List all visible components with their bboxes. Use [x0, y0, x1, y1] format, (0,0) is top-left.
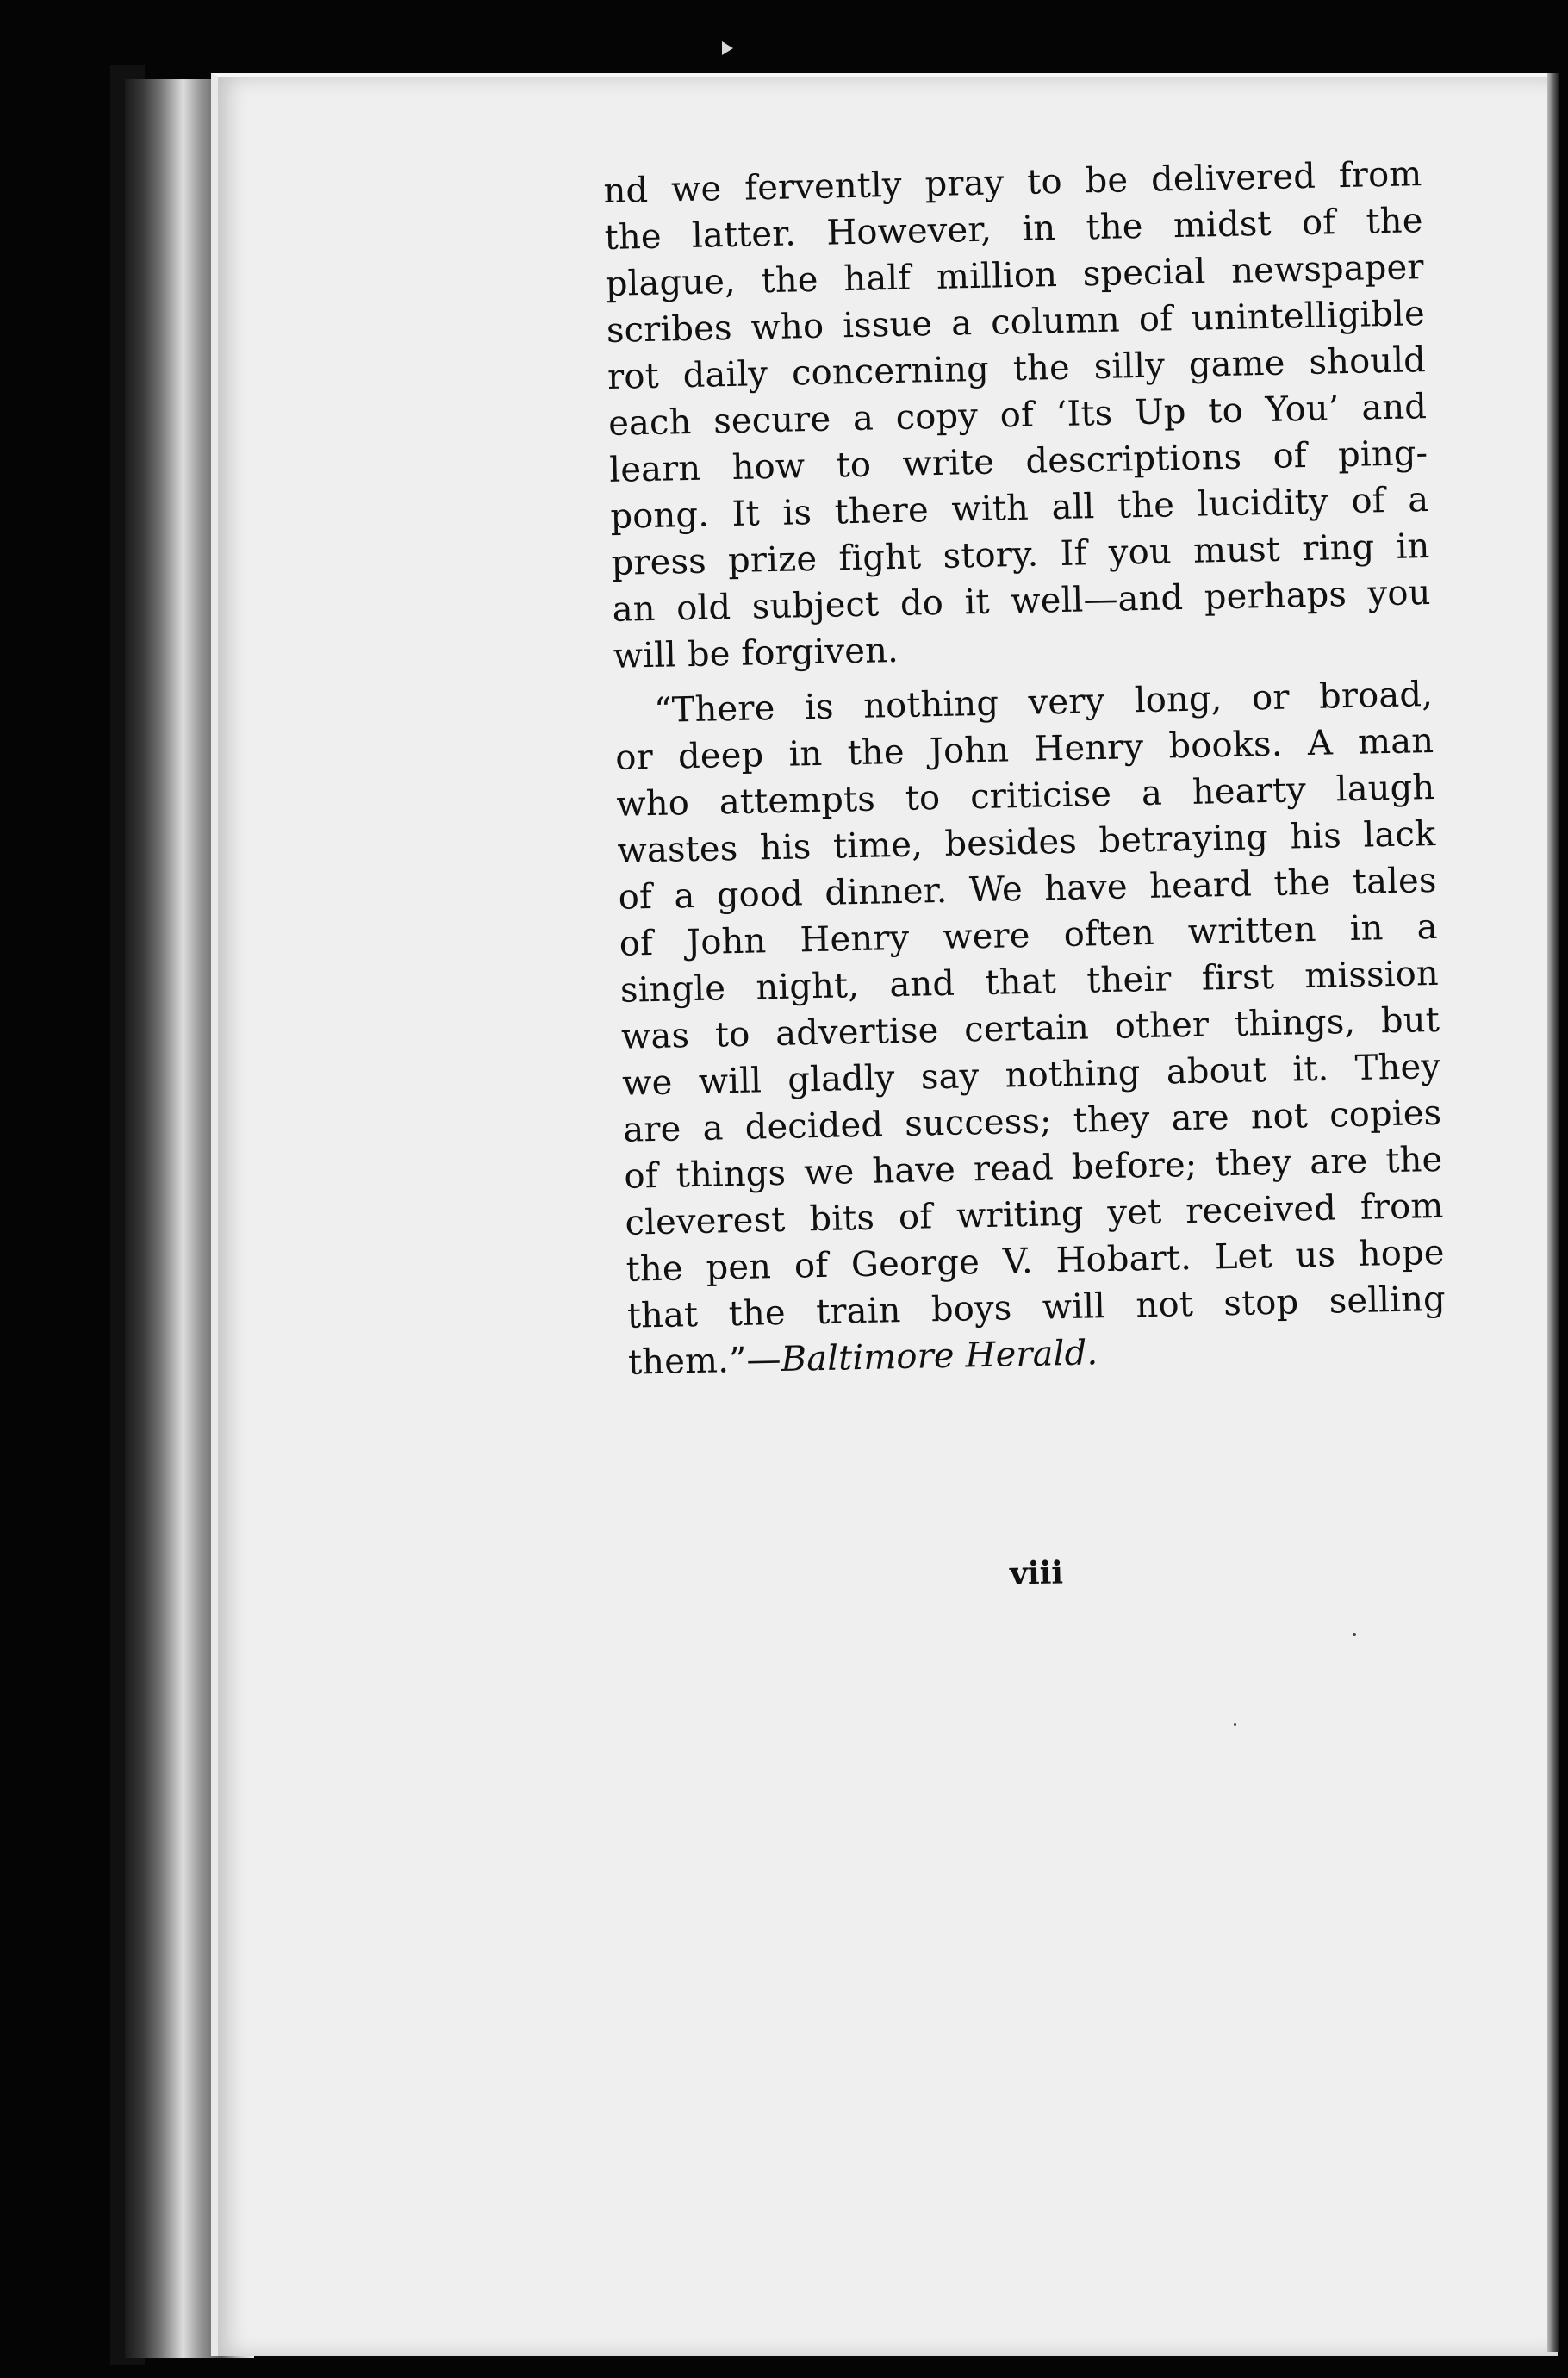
text-line-12: “There is nothing very long, or broad,: [653, 674, 1434, 731]
scanner-arrow-icon: [722, 41, 733, 55]
text-line-25: that the train boys will not stop selling: [626, 1279, 1447, 1336]
text-line-13: or deep in the John Henry books. A man: [614, 720, 1434, 778]
text-line-1: nd we fervently pray to be delivered from: [603, 154, 1422, 211]
text-line-23: cleverest bits of writing yet received from: [625, 1186, 1444, 1243]
text-line-18: single night, and that their first mission: [619, 953, 1440, 1011]
text-line-8: pong. It is there with all the lucidity of a: [610, 480, 1429, 537]
text-line-21: are a decided success; they are not copies: [622, 1093, 1442, 1150]
text-line-3: plague, the half million special newspaper: [605, 247, 1425, 304]
page-right-edge: [1547, 73, 1559, 2352]
paper-speck: [1353, 1633, 1356, 1636]
text-line-2: the latter. However, in the midst of the: [604, 201, 1423, 258]
text-line-6: each secure a copy of ‘Its Up to You’ and: [607, 387, 1428, 444]
paper-speck: [1234, 1723, 1236, 1726]
text-line-9: press prize fight story. If you must ring in: [611, 526, 1430, 583]
text-line-20: we will gladly say nothing about it. They: [621, 1046, 1441, 1104]
publication-credit: Baltimore Herald.: [781, 1333, 1098, 1379]
text-line-5: rot daily concerning the silly game should: [607, 340, 1427, 397]
text-line-19: was to advertise certain other things, but: [620, 999, 1440, 1057]
text-line-11: will be forgiven.: [613, 630, 899, 676]
text-line-24: the pen of George V. Hobart. Let us hope: [625, 1232, 1446, 1290]
text-line-15: wastes his time, besides betraying his lack: [617, 813, 1436, 871]
text-line-22: of things we have read before; they are the: [624, 1139, 1443, 1197]
text-line-14: who attempts to criticise a hearty laugh: [615, 767, 1435, 825]
page-number: viii: [1009, 1554, 1064, 1592]
text-line-10: an old subject do it well—and perhaps you: [612, 572, 1432, 630]
text-line-4: scribes who issue a column of unintelligible: [606, 294, 1426, 351]
text-line-16: of a good dinner. We have heard the tales: [618, 860, 1438, 918]
final-text: them.”—: [627, 1339, 782, 1383]
body-text: [603, 151, 1447, 1417]
text-line-17: of John Henry were often written in a: [619, 906, 1439, 964]
text-line-7: learn how to write descriptions of ping-: [608, 433, 1428, 490]
